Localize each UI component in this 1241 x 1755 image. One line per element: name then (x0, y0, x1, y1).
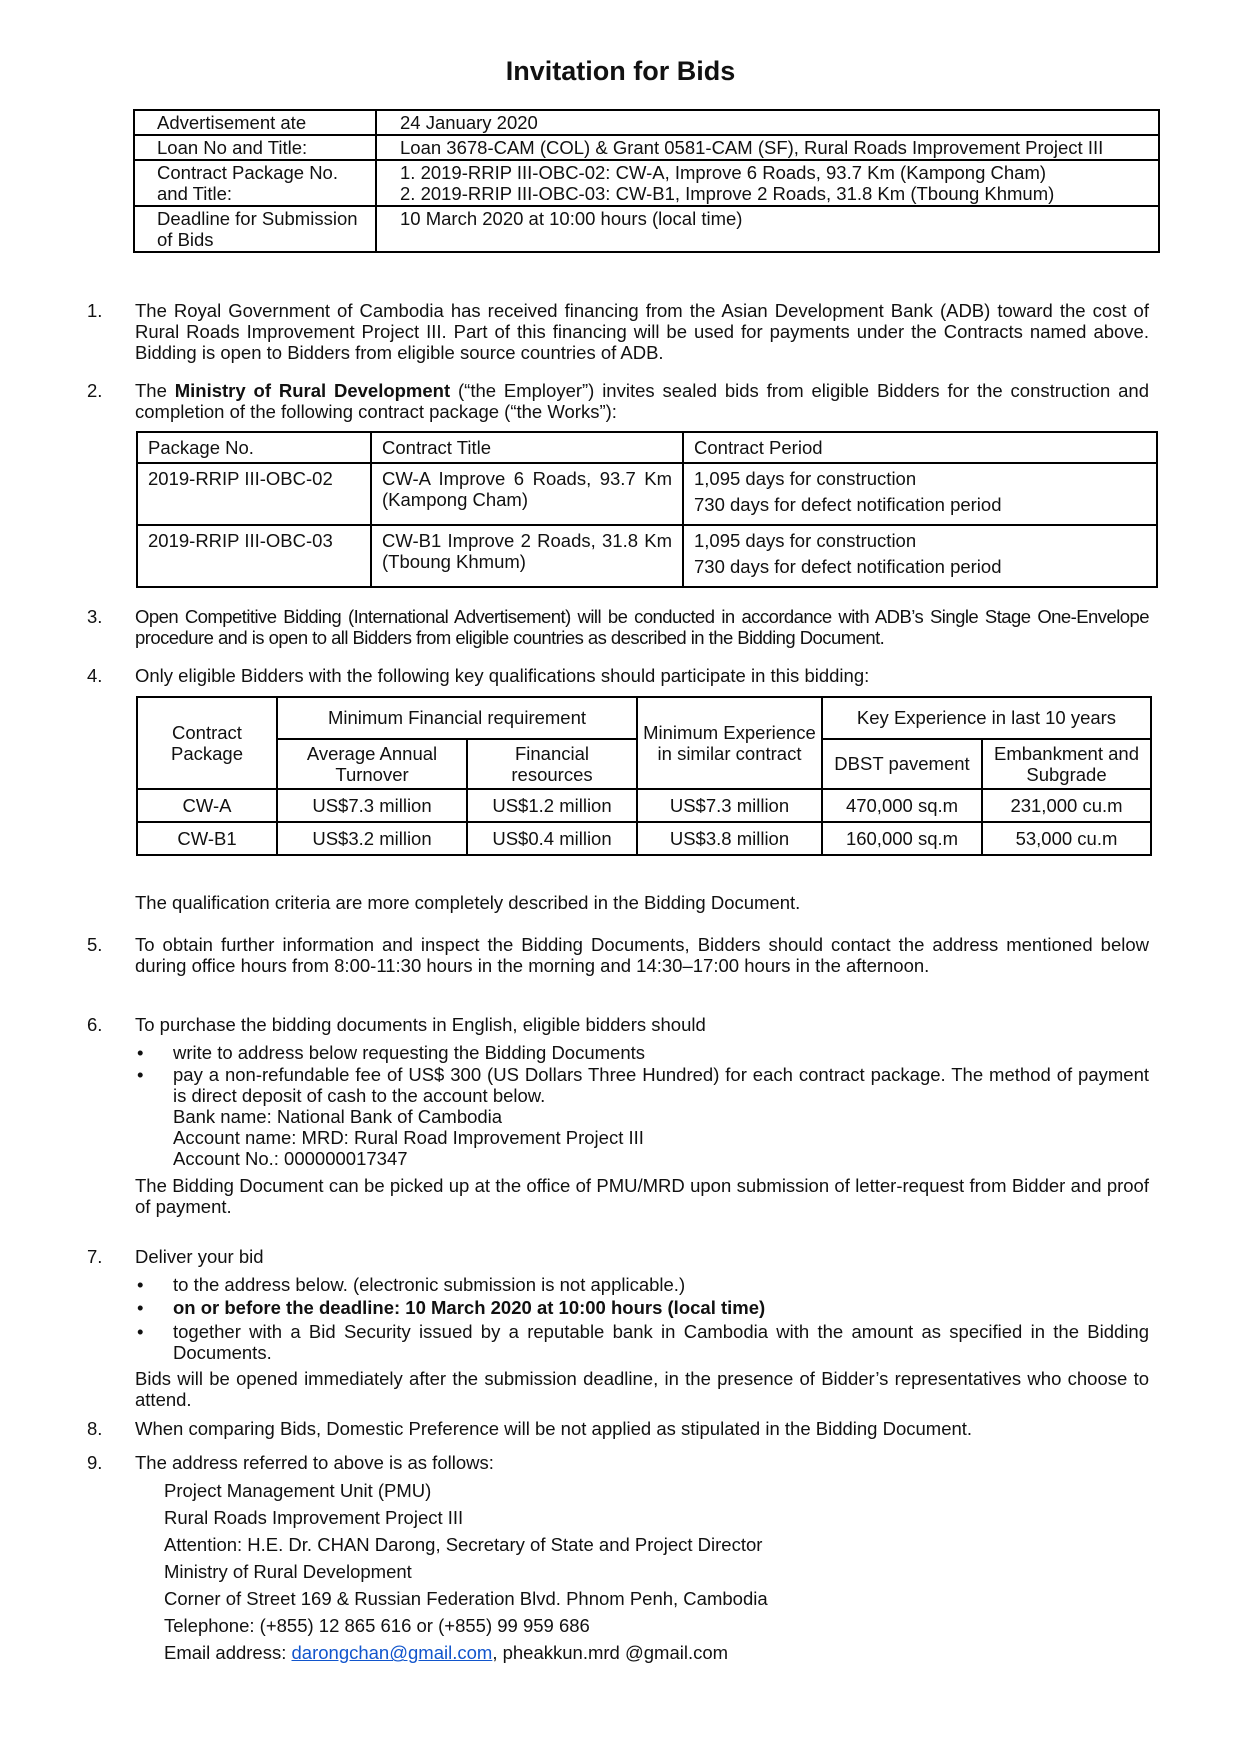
email-line (164, 1642, 768, 1663)
table-row (137, 789, 1151, 822)
bullet-icon: • (137, 1321, 144, 1342)
email-rest: , pheakkun.mrd @gmail.com (492, 1642, 729, 1664)
loan-title-label: Loan No and Title: (134, 135, 376, 160)
item-6-bullet-1: write to address below requesting the Bidding Documents (173, 1042, 646, 1063)
table-row (134, 135, 1159, 160)
bullet-icon: • (137, 1064, 144, 1085)
works-table (136, 431, 1158, 588)
bullet-icon: • (137, 1042, 144, 1063)
bullet-icon: • (137, 1274, 144, 1295)
header-key-experience: Key Experience in last 10 years (822, 697, 1151, 739)
employer-name: Ministry of Rural Development (174, 380, 451, 401)
address-line: Attention: H.E. Dr. CHAN Darong, Secretary of State and Project Director (164, 1534, 763, 1556)
table-row (134, 160, 1159, 206)
table-header-row (137, 697, 1151, 739)
construction-period: 1,095 days for construction (694, 468, 917, 490)
item-number: 9. (87, 1452, 103, 1473)
item-number: 3. (87, 606, 103, 627)
contract-package-label: Contract Package No. and Title: (134, 160, 376, 206)
item-number: 5. (87, 934, 103, 955)
contract-package-line-1: 1. 2019-RRIP III-OBC-02: CW-A, Improve 6 Roads, 93.7 Km (Kampong Cham) (400, 162, 1047, 184)
embankment-cell: 53,000 cu.m (982, 822, 1151, 855)
bullet-icon: • (137, 1297, 144, 1318)
item-6-text: To purchase the bidding documents in English, eligible bidders should (135, 1014, 706, 1035)
item-1-text: The Royal Government of Cambodia has received financing from the Asian Development Bank (ADB) toward the cost of Rural Roads Improvement Project III. Part of this financing will be used for payments under the Contracts named above. Bidding is open to Bidders from eligible source countries of ADB. (135, 300, 1149, 364)
header-contract-package: Contract Package (137, 697, 277, 789)
email-label: Email address: (164, 1642, 292, 1664)
item-7-bullet-2: on or before the deadline: 10 March 2020 at 10:00 hours (local time) (173, 1297, 766, 1318)
construction-period: 1,095 days for construction (694, 530, 917, 552)
account-number: Account No.: 000000017347 (173, 1148, 408, 1170)
item-2-text-post: (“the Employer”) invites sealed bids from eligible Bidders for the construction and completion of the following contract package (“the Works”): (135, 380, 1149, 423)
period-cell (683, 463, 1157, 525)
dbst-cell: 470,000 sq.m (822, 789, 982, 822)
deadline-value: 10 March 2020 at 10:00 hours (local time) (376, 206, 1159, 252)
advertisement-details-table (133, 109, 1160, 253)
package-cell: CW-B1 (137, 822, 277, 855)
item-7-bullet-1: to the address below. (electronic submission is not applicable.) (173, 1274, 686, 1295)
contract-package-value (376, 160, 1159, 206)
item-number: 4. (87, 665, 103, 686)
defect-period: 730 days for defect notification period (694, 494, 1002, 516)
item-3-text: Open Competitive Bidding (International Advertisement) will be conducted in accordance with ADB’s Single Stage One-Envelope procedure and is open to all Bidders from eligible countries as described in the Bidding Document. (135, 606, 1149, 649)
item-6-bullet-2 (173, 1064, 1149, 1169)
turnover-cell: US$7.3 million (277, 789, 467, 822)
resources-cell: US$1.2 million (467, 789, 637, 822)
address-line: Corner of Street 169 & Russian Federation Blvd. Phnom Penh, Cambodia (164, 1588, 768, 1610)
item-7-after: Bids will be opened immediately after the submission deadline, in the presence of Bidder’s representatives who choose to attend. (135, 1368, 1149, 1411)
header-embankment: Embankment and Subgrade (982, 739, 1151, 789)
package-cell: 2019-RRIP III-OBC-03 (137, 525, 371, 587)
telephone-line: Telephone: (+855) 12 865 616 or (+855) 99 959 686 (164, 1615, 590, 1637)
qualification-note: The qualification criteria are more completely described in the Bidding Document. (135, 892, 801, 913)
header-turnover: Average Annual Turnover (277, 739, 467, 789)
loan-title-value: Loan 3678-CAM (COL) & Grant 0581-CAM (SF), Rural Roads Improvement Project III (376, 135, 1159, 160)
header-contract-period: Contract Period (683, 432, 1157, 463)
item-7-bullet-3: together with a Bid Security issued by a reputable bank in Cambodia with the amount as specified in the Bidding Documents. (173, 1321, 1149, 1364)
defect-period: 730 days for defect notification period (694, 556, 1002, 578)
item-5-text: To obtain further information and inspect the Bidding Documents, Bidders should contact the address mentioned below during office hours from 8:00-11:30 hours in the morning and 14:30–17:00 hours in the afternoon. (135, 934, 1149, 977)
dbst-cell: 160,000 sq.m (822, 822, 982, 855)
header-financial-resources: Financial resources (467, 739, 637, 789)
address-line: Rural Roads Improvement Project III (164, 1507, 464, 1529)
min-experience-cell: US$3.8 million (637, 822, 822, 855)
min-experience-cell: US$7.3 million (637, 789, 822, 822)
item-8-text: When comparing Bids, Domestic Preference will be not applied as stipulated in the Bidding Document. (135, 1418, 973, 1439)
item-number: 1. (87, 300, 103, 321)
bank-name: Bank name: National Bank of Cambodia (173, 1106, 503, 1128)
fee-text: pay a non-refundable fee of US$ 300 (US Dollars Three Hundred) for each contract package. The method of payment is direct deposit of cash to the account below. (173, 1064, 1149, 1107)
item-6-after: The Bidding Document can be picked up at the office of PMU/MRD upon submission of letter-request from Bidder and proof of payment. (135, 1175, 1149, 1218)
table-header-row (137, 432, 1157, 463)
header-package-no: Package No. (137, 432, 371, 463)
table-row (137, 463, 1157, 525)
item-number: 2. (87, 380, 103, 401)
embankment-cell: 231,000 cu.m (982, 789, 1151, 822)
address-block (164, 1480, 768, 1664)
table-row (134, 110, 1159, 135)
qualifications-table (136, 696, 1152, 856)
advertisement-date-label: Advertisement ate (134, 110, 376, 135)
header-dbst: DBST pavement (822, 739, 982, 789)
header-minimum-experience: Minimum Experience in similar contract (637, 697, 822, 789)
account-name: Account name: MRD: Rural Road Improvement Project III (173, 1127, 644, 1149)
table-row (134, 206, 1159, 252)
title-cell: CW-A Improve 6 Roads, 93.7 Km (Kampong Cham) (371, 463, 683, 525)
header-financial-requirement: Minimum Financial requirement (277, 697, 637, 739)
title-cell: CW-B1 Improve 2 Roads, 31.8 Km (Tboung Khmum) (371, 525, 683, 587)
item-number: 7. (87, 1246, 103, 1267)
package-cell: 2019-RRIP III-OBC-02 (137, 463, 371, 525)
period-cell (683, 525, 1157, 587)
item-4-text: Only eligible Bidders with the following key qualifications should participate in this bidding: (135, 665, 870, 686)
header-contract-title: Contract Title (371, 432, 683, 463)
item-number: 6. (87, 1014, 103, 1035)
contract-package-line-2: 2. 2019-RRIP III-OBC-03: CW-B1, Improve 2 Roads, 31.8 Km (Tboung Khmum) (400, 183, 1055, 205)
item-9-text: The address referred to above is as follows: (135, 1452, 494, 1473)
resources-cell: US$0.4 million (467, 822, 637, 855)
email-link[interactable]: darongchan@gmail.com (291, 1642, 493, 1664)
address-line: Ministry of Rural Development (164, 1561, 412, 1583)
item-2-text-pre: The (135, 380, 175, 401)
deadline-label: Deadline for Submission of Bids (134, 206, 376, 252)
item-2-text (135, 380, 1149, 422)
advertisement-date-value: 24 January 2020 (376, 110, 1159, 135)
document-title: Invitation for Bids (505, 56, 736, 86)
package-cell: CW-A (137, 789, 277, 822)
turnover-cell: US$3.2 million (277, 822, 467, 855)
item-7-text: Deliver your bid (135, 1246, 264, 1267)
item-number: 8. (87, 1418, 103, 1439)
table-row (137, 822, 1151, 855)
address-line: Project Management Unit (PMU) (164, 1480, 432, 1501)
table-row (137, 525, 1157, 587)
